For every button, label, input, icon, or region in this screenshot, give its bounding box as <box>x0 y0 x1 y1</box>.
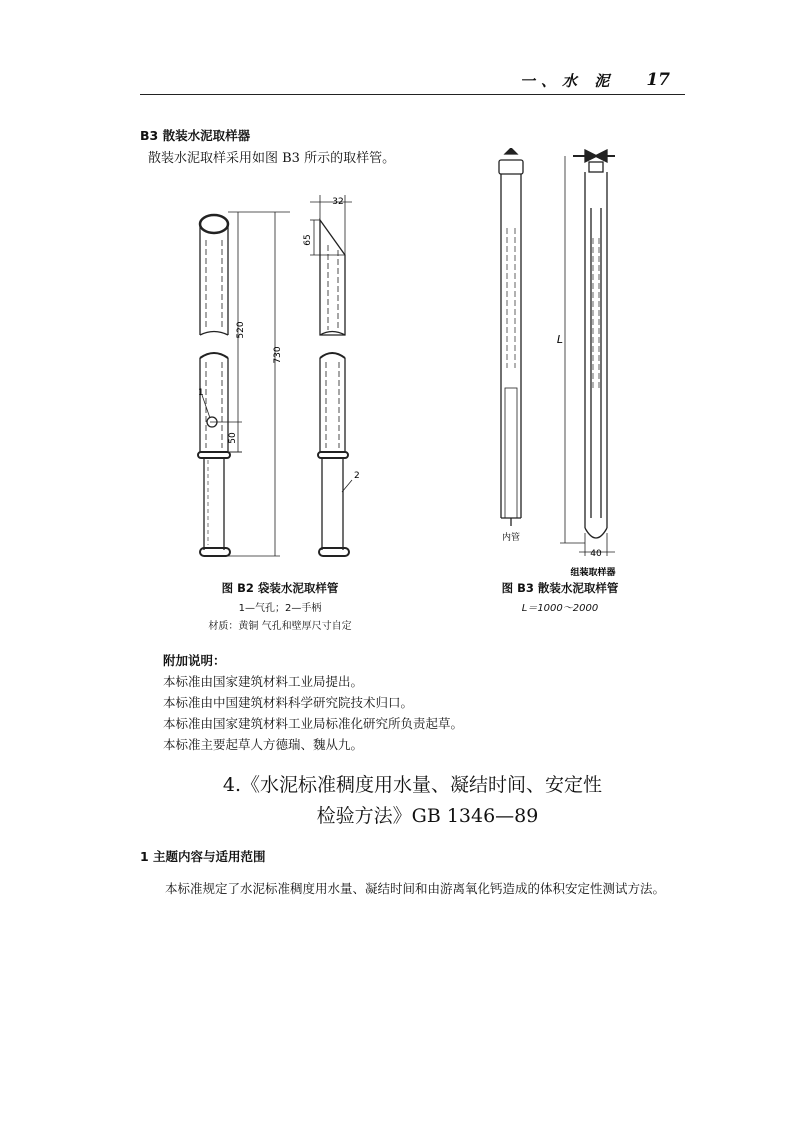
figure-b3-title: 图 B3 散装水泥取样管 <box>501 581 619 595</box>
dim-730: 730 <box>273 346 283 364</box>
label-1: 1 <box>198 388 204 398</box>
header-rule <box>140 94 685 95</box>
notes-line: 本标准由国家建筑材料工业局标准化研究所负责起草。 <box>163 716 464 731</box>
figure-b3-caption <box>470 580 650 614</box>
figure-b2-drawing <box>180 190 390 565</box>
tube-top-ellipse <box>200 215 228 233</box>
section-b3-heading: B3 散装水泥取样器 <box>140 128 251 143</box>
dim-65: 65 <box>303 234 313 246</box>
figure-b2-title: 图 B2 袋装水泥取样管 <box>221 581 339 595</box>
dim-50: 50 <box>228 432 238 444</box>
additional-notes <box>163 650 463 755</box>
dim-40: 40 <box>590 549 602 559</box>
section-1-heading: 1 主题内容与适用范围 <box>140 849 266 864</box>
header-section: 一、水 泥 <box>520 72 616 90</box>
dim-32: 32 <box>332 197 344 207</box>
figure-b2-note: 材质：黄铜 气孔和壁厚尺寸自定 <box>208 621 352 632</box>
dim-L: L <box>556 333 563 346</box>
notes-line: 本标准由国家建筑材料工业局提出。 <box>163 674 364 689</box>
notes-line: 本标准由中国建筑材料科学研究院技术归口。 <box>163 695 414 710</box>
section-b3-intro: 散装水泥取样采用如图 B3 所示的取样管。 <box>148 151 396 166</box>
standard-title <box>140 770 685 832</box>
figure-b3-formula: L＝1000～2000 <box>521 603 599 614</box>
figure-b2-caption <box>180 580 380 632</box>
section-1-body: 本标准规定了水泥标准稠度用水量、凝结时间和由游离氧化钙造成的体积安定性测试方法。 <box>165 881 666 896</box>
standard-title-line1: 4.《水泥标准稠度用水量、凝结时间、安定性 <box>222 774 603 796</box>
inner-tube-label: 内管 <box>501 533 521 543</box>
page-number: 17 <box>646 70 670 90</box>
standard-title-line2: 检验方法》GB 1346—89 <box>316 805 539 827</box>
figure-b2-legend: 1—气孔；2—手柄 <box>238 603 322 614</box>
notes-line: 本标准主要起草人方德瑞、魏从九。 <box>163 737 364 752</box>
figure-b3-drawing <box>485 148 635 578</box>
label-2: 2 <box>354 471 360 481</box>
dim-520: 520 <box>236 321 246 339</box>
notes-title: 附加说明： <box>163 653 226 668</box>
assembled-label: 组装取样器 <box>570 568 616 578</box>
